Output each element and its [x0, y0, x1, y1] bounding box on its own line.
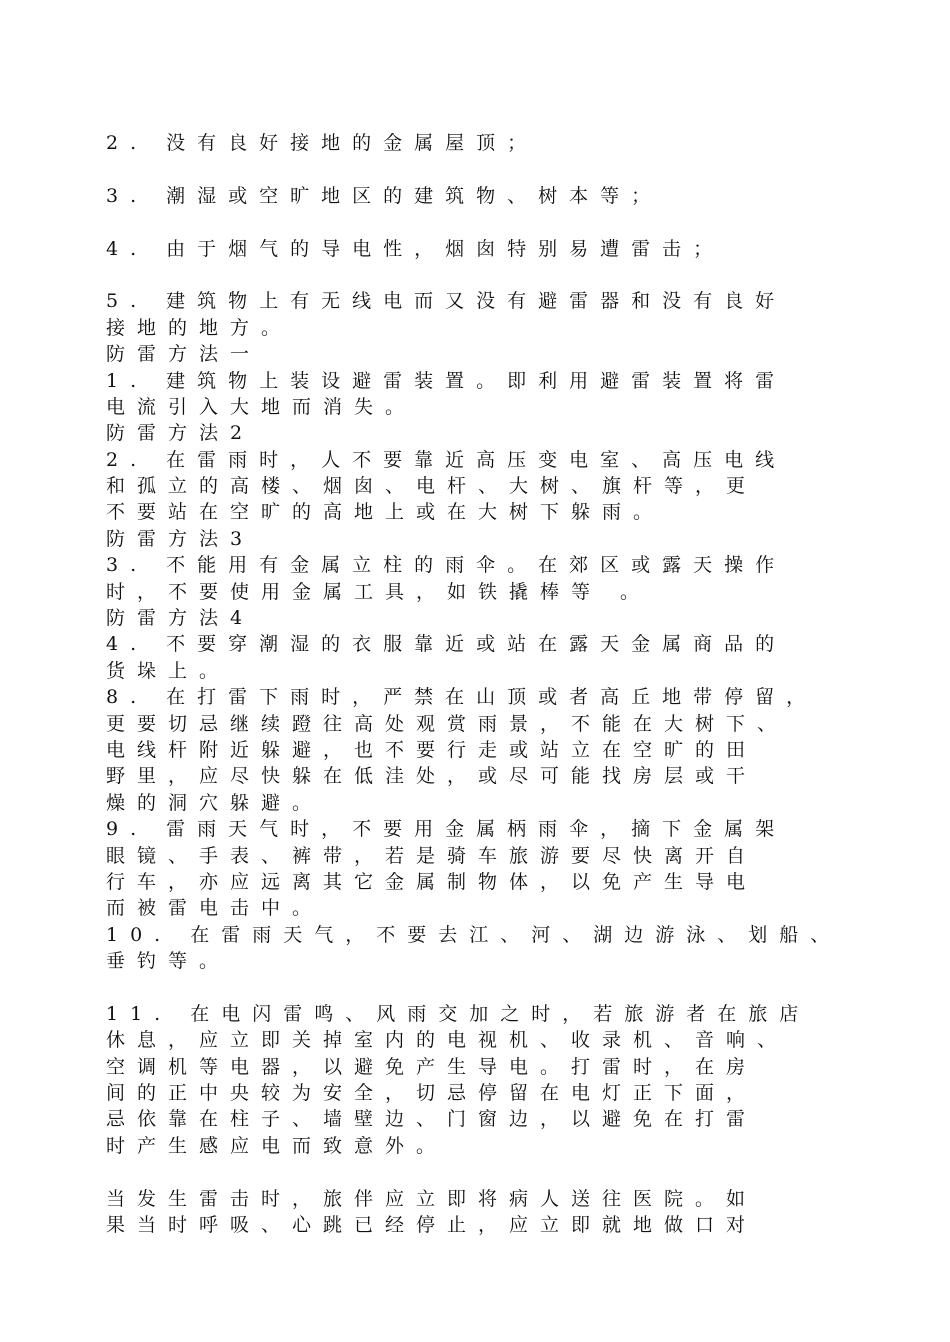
text-line: 11. 在电闪雷鸣、风雨交加之时，若旅游者在旅店	[106, 1002, 811, 1025]
text-line: 10. 在雷雨天气，不要去江、河、湖边游泳、划船、	[106, 923, 842, 946]
text-line: 休息，应立即关掉室内的电视机、收录机、音响、	[106, 1029, 789, 1052]
text-line: 不要站在空旷的高地上或在大树下躲雨。	[106, 501, 665, 524]
text-line: 8. 在打雷下雨时，严禁在山顶或者高丘地带停留，	[106, 686, 818, 709]
section-heading: 防雷方法3	[106, 527, 255, 550]
blank-line	[106, 156, 866, 182]
text-line: 货垛上。	[106, 659, 231, 682]
blank-line	[106, 262, 866, 288]
text-line: 4. 不要穿潮湿的衣服靠近或站在露天金属商品的	[106, 633, 787, 656]
text-line: 5. 建筑物上有无线电而又没有避雷器和没有良好	[106, 290, 787, 313]
text-line: 野里，应尽快躲在低洼处，或尽可能找房层或干	[106, 765, 758, 788]
text-line: 更要切忌继续蹬往高处观赏雨景，不能在大树下、	[106, 712, 789, 735]
text-line: 果当时呼吸、心跳已经停止，应立即就地做口对	[106, 1214, 758, 1237]
text-line: 接地的地方。	[106, 316, 293, 339]
blank-line	[106, 975, 866, 1001]
text-line: 行车，亦应远离其它金属制物体，以免产生导电	[106, 870, 758, 893]
text-line: 3. 潮湿或空旷地区的建筑物、树本等；	[106, 184, 663, 207]
text-line: 3. 不能用有金属立柱的雨伞。在郊区或露天操作	[106, 554, 787, 577]
text-line: 眼镜、手表、裤带，若是骑车旅游要尽快离开自	[106, 844, 758, 867]
text-line: 间的正中央较为安全，切忌停留在电灯正下面，	[106, 1082, 758, 1105]
text-line: 2. 没有良好接地的金属屋顶；	[106, 132, 539, 154]
text-line: 9. 雷雨天气时，不要用金属柄雨伞，摘下金属架	[106, 818, 787, 841]
document-body	[106, 130, 866, 1238]
text-line: 忌依靠在柱子、墙壁边、门窗边，以避免在打雷	[106, 1108, 758, 1131]
section-heading: 防雷方法一	[106, 343, 262, 366]
text-line: 1. 建筑物上装设避雷装置。即利用避雷装置将雷	[106, 369, 787, 392]
text-line: 燥的洞穴躲避。	[106, 791, 324, 814]
text-line: 和孤立的高楼、烟囱、电杆、大树、旗杆等，更	[106, 475, 758, 498]
text-line: 时，不要使用金属工具，如铁撬棒等 。	[106, 580, 652, 603]
text-line: 电流引入大地而消失。	[106, 395, 417, 418]
text-line: 当发生雷击时，旅伴应立即将病人送往医院。如	[106, 1187, 758, 1210]
text-line: 4. 由于烟气的导电性，烟囱特别易遭雷击；	[106, 237, 725, 260]
blank-line	[106, 209, 866, 235]
blank-line	[106, 1159, 866, 1185]
text-line: 电线杆附近躲避，也不要行走或站立在空旷的田	[106, 738, 758, 761]
section-heading: 防雷方法4	[106, 607, 255, 630]
text-line: 垂钓等。	[106, 950, 231, 973]
section-heading: 防雷方法2	[106, 422, 255, 445]
text-line: 空调机等电器，以避免产生导电。打雷时，在房	[106, 1055, 758, 1078]
text-line: 2. 在雷雨时，人不要靠近高压变电室、高压电线	[106, 448, 787, 471]
text-line: 时产生感应电而致意外。	[106, 1134, 448, 1157]
text-line: 而被雷电击中。	[106, 897, 324, 920]
